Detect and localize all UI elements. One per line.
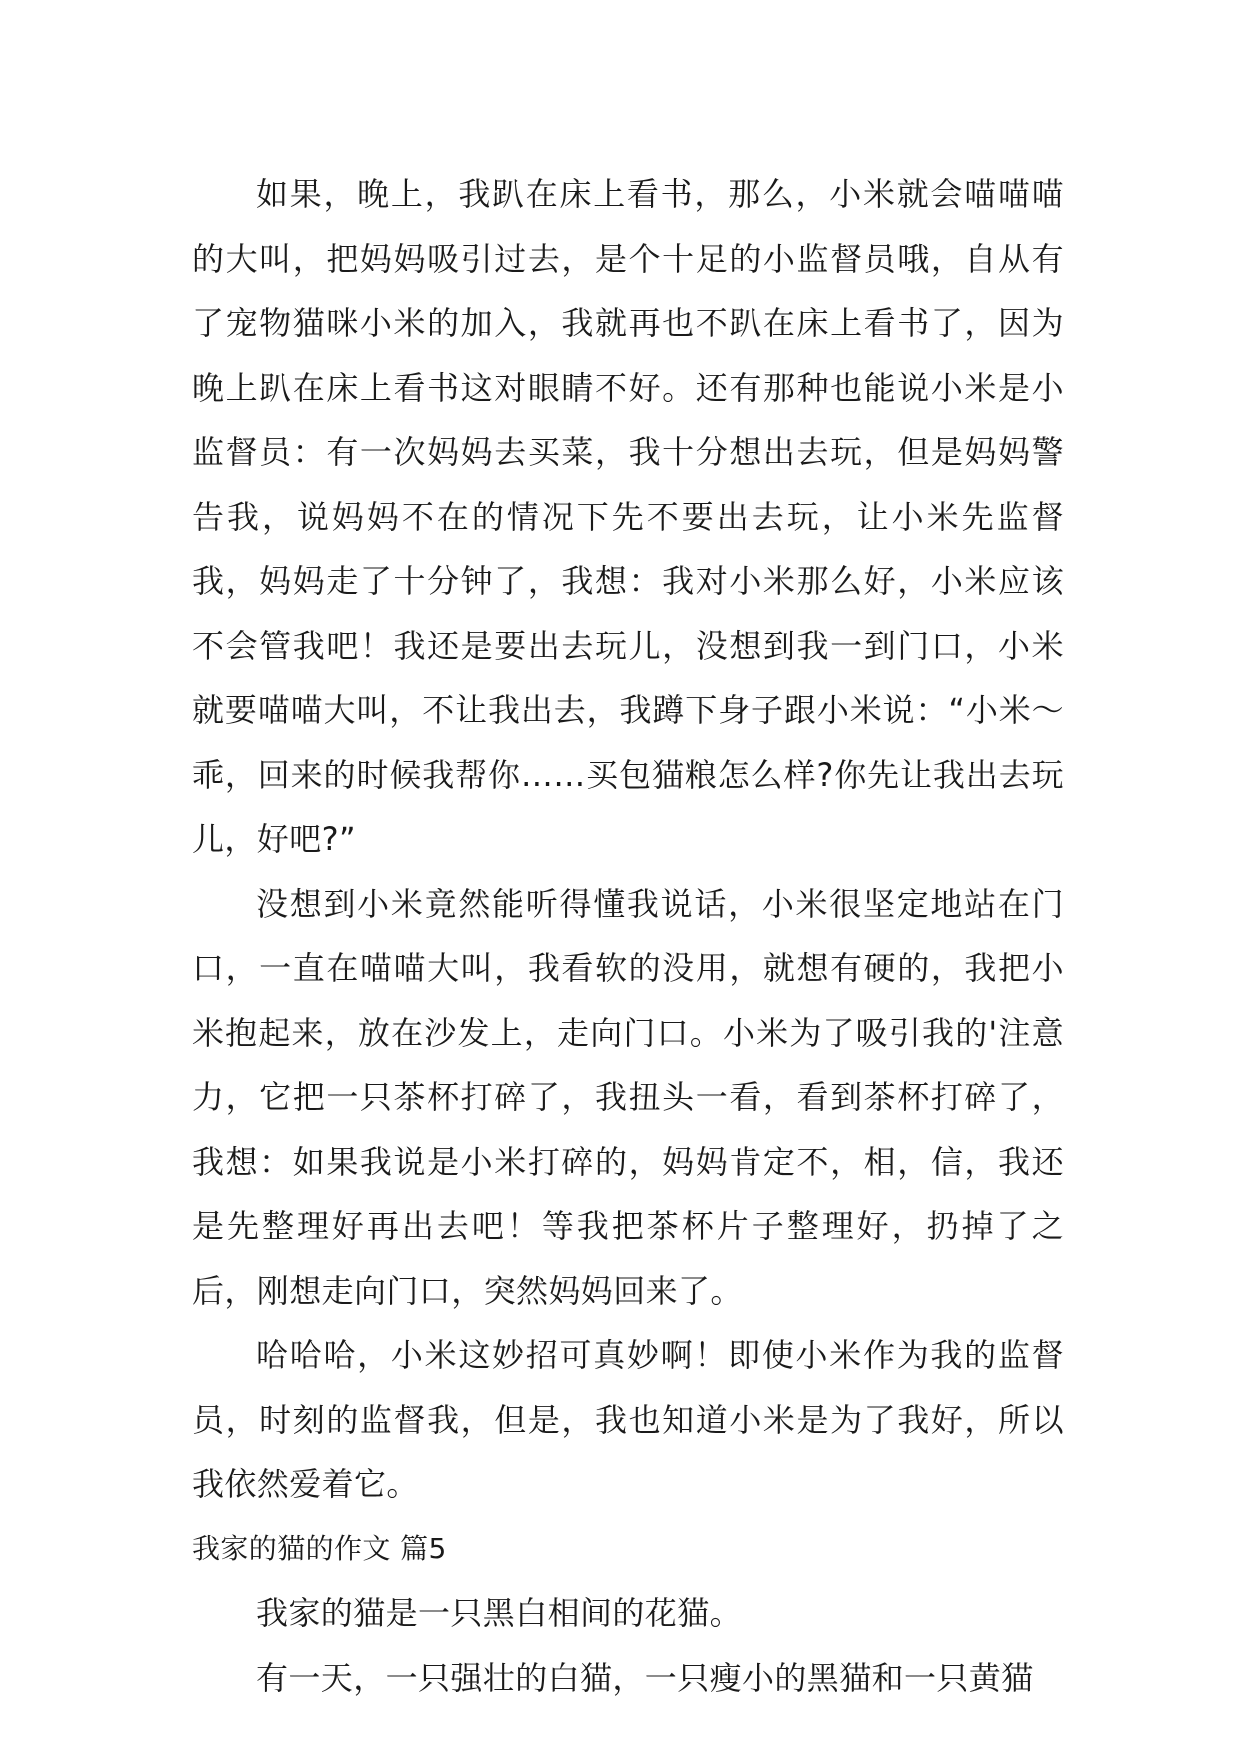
- body-paragraph: 没想到小米竟然能听得懂我说话，小米很坚定地站在门口，一直在喵喵大叫，我看软的没用，就想有硬的，我把小米抱起来，放在沙发上，走向门口。小米为了吸引我的'注意力，它把一只茶杯打碎了，我扭头一看，看到茶杯打碎了，我想：如果我说是小米打碎的，妈妈肯定不，相，信，我还是先整理好再出去吧！等我把茶杯片子整理好，扔掉了之后，刚想走向门口，突然妈妈回来了。: [192, 884, 1064, 1310]
- body-paragraph: 我家的猫是一只黑白相间的花猫。: [256, 1594, 743, 1632]
- section-title: 我家的猫的作文 篇5: [192, 1531, 447, 1565]
- body-paragraph: 有一天，一只强壮的白猫，一只瘦小的黑猫和一只黄猫: [256, 1658, 1034, 1697]
- document-page: [192, 162, 1064, 1710]
- body-paragraph: 如果，晚上，我趴在床上看书，那么，小米就会喵喵喵的大叫，把妈妈吸引过去，是个十足的小监督员哦，自从有了宠物猫咪小米的加入，我就再也不趴在床上看书了，因为晚上趴在床上看书这对眼睛不好。还有那种也能说小米是小监督员：有一次妈妈去买菜，我十分想出去玩，但是妈妈警告我，说妈妈不在的情况下先不要出去玩，让小米先监督我，妈妈走了十分钟了，我想：我对小米那么好，小米应该不会管我吧！我还是要出去玩儿，没想到我一到门口，小米就要喵喵大叫，不让我出去，我蹲下身子跟小米说：“小米～乖，回来的时候我帮你……买包猫粮怎么样?你先让我出去玩儿，好吧?”: [192, 175, 1064, 858]
- body-paragraph: 哈哈哈，小米这妙招可真妙啊！即使小米作为我的监督员，时刻的监督我，但是，我也知道小米是为了我好，所以我依然爱着它。: [192, 1336, 1064, 1503]
